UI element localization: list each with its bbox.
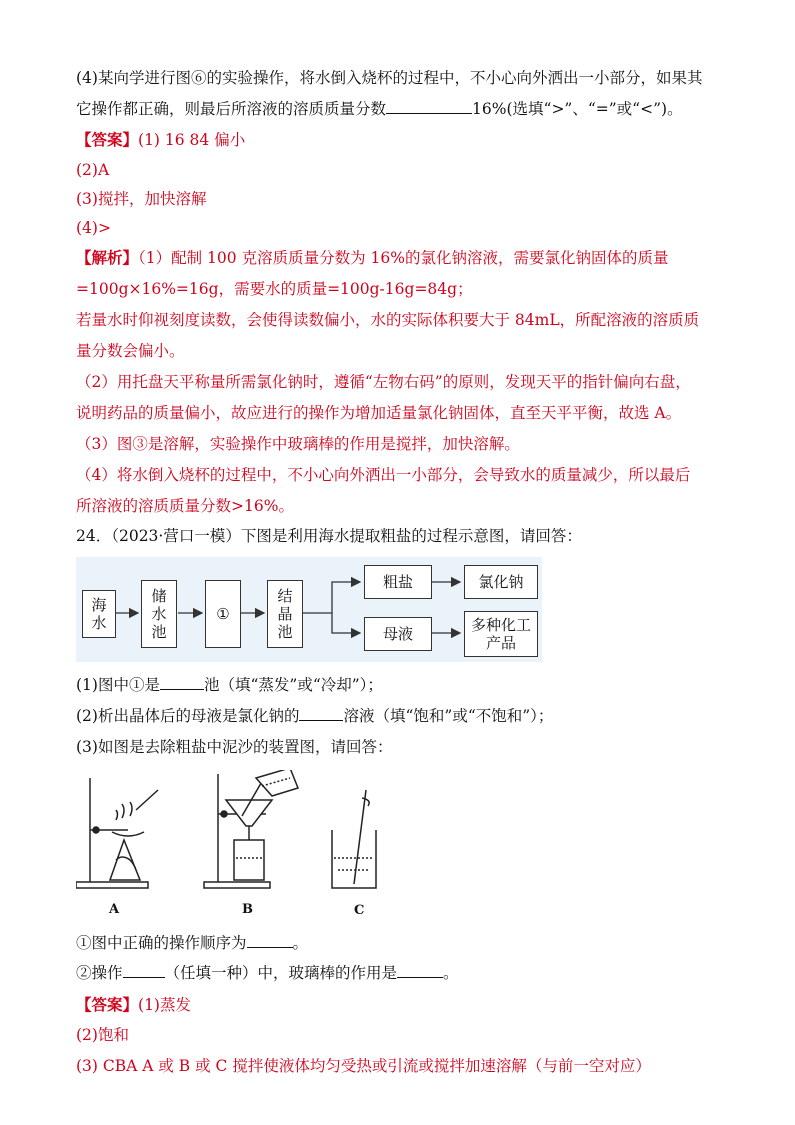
q24-q1-post: 池（填“蒸发”或“冷却”）； [203, 676, 383, 694]
q23-part4-line1: (4)某向学进行图⑥的实验操作，将水倒入烧杯的过程中，不小心向外洒出一小部分，如果其 [76, 69, 703, 87]
fig-label-a: A [109, 902, 120, 917]
q24-q3-1-post: 。 [292, 934, 309, 952]
q24-q3: (3)如图是去除粗盐中泥沙的装置图，请回答： [76, 738, 393, 756]
flow-box-products: 多种化工产品 [464, 611, 538, 657]
q23-analysis-label: 【解析】 [76, 248, 139, 267]
q23-analysis-text-5: 说明药品的质量偏小，故应进行的操作为增加适量氯化钠固体，直至天平平衡，故选 A。 [76, 404, 682, 422]
seawater-flow-diagram [76, 557, 542, 662]
q23-answer-2: (2)A [76, 161, 110, 179]
arrow-crystal-crudesalt [302, 582, 360, 613]
q24-answer-2: (2)饱和 [76, 1026, 129, 1044]
q23-answer-1: (1) 16 84 偏小 [138, 131, 246, 149]
q24-q3-2-blank-2 [397, 963, 443, 978]
flow-box-crude-salt: 粗盐 [364, 565, 432, 599]
q23-part4-text-post: 16%(选填“>”、“=”或“<”)。 [472, 100, 683, 118]
q23-analysis-text-6: （3）图③是溶解，实验操作中玻璃棒的作用是搅拌，加快溶解。 [76, 435, 520, 453]
q23-analysis-text-3: 量分数会偏小。 [76, 342, 185, 360]
q24-q3-2-pre: ②操作 [76, 964, 123, 982]
q24-q3-2 [76, 963, 459, 983]
q23-answer-4: (4)> [76, 219, 111, 237]
q23-analysis-text-2: 若量水时仰视刻度读数，会使得读数偏小，水的实际体积要大于 84mL，所配溶液的溶质质 [76, 311, 700, 329]
q23-analysis-line1 [76, 248, 668, 268]
q23-answer-label: 【答案】 [76, 130, 139, 149]
apparatus-b-filtration [204, 770, 298, 888]
q24-q2 [76, 706, 553, 726]
q23-analysis-text-1: =100g×16%=16g，需要水的质量=100g-16g=84g； [76, 280, 473, 298]
q24-q1-pre: (1)图中①是 [76, 676, 160, 694]
q24-answer-3: (3) CBA A 或 B 或 C 搅拌使液体均匀受热或引流或搅拌加速溶解（与前一空对应） [76, 1057, 651, 1075]
q23-analysis-text-8: 所溶液的溶质质量分数>16%。 [76, 497, 294, 515]
q24-q3-2-mid: （任填一种）中，玻璃棒的作用是 [164, 964, 398, 982]
q23-analysis-text-4: （2）用托盘天平称量所需氯化钠时，遵循“左物右码”的原则，发现天平的指针偏向右盘， [76, 373, 691, 391]
q23-analysis-text-7: （4）将水倒入烧杯的过程中，不小心向外洒出一小部分，会导致水的质量减少，所以最后 [76, 466, 691, 484]
flow-box-reservoir: 储水池 [141, 580, 177, 648]
q24-q2-pre: (2)析出晶体后的母液是氯化钠的 [76, 707, 300, 725]
flow-box-unknown: ① [205, 580, 241, 648]
q24-q3-1-pre: ①图中正确的操作顺序为 [76, 934, 247, 952]
q24-q1-blank [160, 675, 204, 690]
flow-box-crystal-pool: 结晶池 [267, 580, 303, 648]
q24-answer-line1 [76, 995, 191, 1015]
fig-label-c: C [354, 903, 365, 918]
q24-q2-post: 溶液（填“饱和”或“不饱和”）； [343, 707, 554, 725]
q23-part4-text-pre: 它操作都正确，则最后所溶液的溶质质量分数 [76, 100, 387, 118]
fig-label-b: B [242, 902, 253, 917]
flow-box-mother-liquor: 母液 [364, 617, 432, 651]
flow-box-nacl: 氯化钠 [464, 565, 538, 599]
apparatus-c-stirring [332, 790, 376, 888]
q24-answer-label: 【答案】 [76, 995, 139, 1014]
arrow-crystal-mother [332, 613, 360, 633]
q23-analysis-text-0: （1）配制 100 克溶质质量分数为 16%的氯化钠溶液，需要氯化钠固体的质量 [138, 249, 669, 267]
apparatus-figure [76, 770, 396, 900]
q24-q3-2-post: 。 [443, 964, 459, 982]
flow-box-seawater: 海水 [82, 590, 116, 638]
q23-part4-line2 [76, 99, 683, 119]
q24-stem: 24．（2023·营口一模）下图是利用海水提取粗盐的过程示意图，请回答： [76, 527, 582, 545]
apparatus-a-evaporation [76, 778, 158, 888]
q24-answer-1: (1)蒸发 [138, 996, 191, 1014]
q24-q1 [76, 675, 383, 695]
q23-answer-3: (3)搅拌，加快溶解 [76, 190, 207, 208]
q23-part4-blank [386, 99, 472, 114]
q24-q3-1-blank [247, 933, 293, 948]
q24-q3-1 [76, 933, 308, 953]
q24-q3-2-blank-1 [123, 963, 165, 978]
q24-q2-blank [299, 706, 343, 721]
q23-answer-line1 [76, 130, 245, 150]
